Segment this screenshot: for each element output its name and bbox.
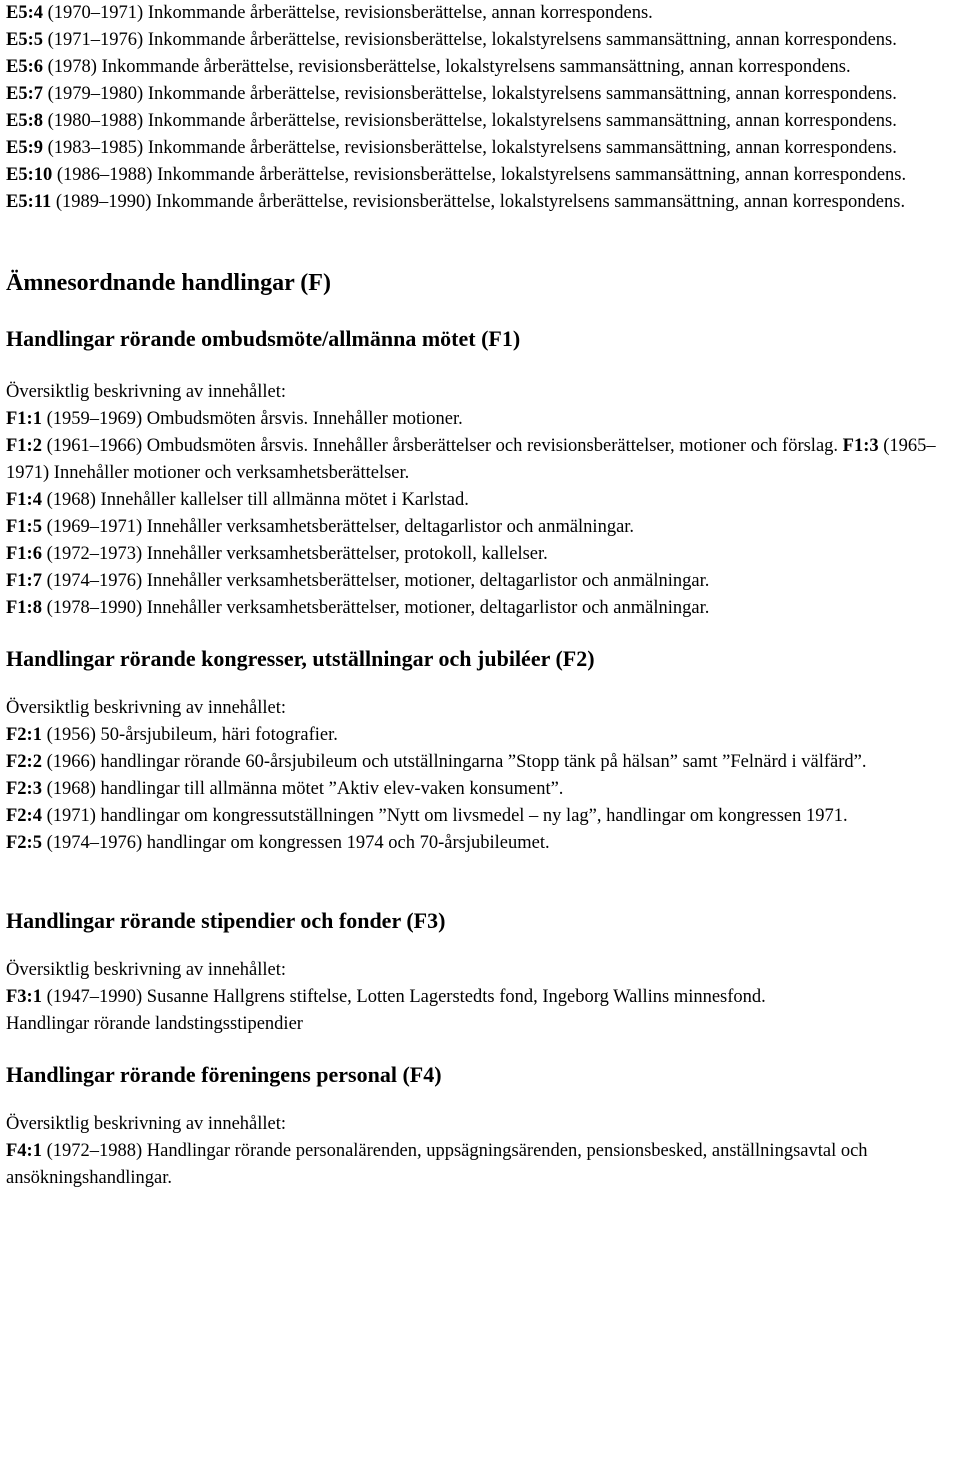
entry-text: (1970–1971) Inkommande årberättelse, revisionsberättelse, annan korrespondens. bbox=[43, 3, 653, 23]
f2-title: Handlingar rörande kongresser, utställningar och jubiléer (F2) bbox=[6, 646, 595, 671]
list-item bbox=[6, 776, 954, 803]
entry-text: (1971) handlingar om kongressutställningen ”Nytt om livsmedel – ny lag”, handlingar om kongressen 1971. bbox=[41, 806, 848, 826]
entry-text: (1978) Inkommande årberättelse, revisionsberättelse, lokalstyrelsens sammansättning, annan korrespondens. bbox=[43, 57, 851, 77]
list-item bbox=[6, 722, 954, 749]
entry-code: E5:10 bbox=[6, 165, 53, 185]
f3-overview-label: Översiktlig beskrivning av innehållet: bbox=[6, 960, 287, 980]
entry-code: F1:6 bbox=[6, 544, 42, 564]
list-item bbox=[6, 541, 954, 568]
list-item bbox=[6, 514, 954, 541]
list-item bbox=[6, 108, 954, 135]
entry-text: (1989–1990) Inkommande årberättelse, revisionsberättelse, lokalstyrelsens sammansättning, annan korrespondens. bbox=[51, 192, 906, 212]
entry-text: (1947–1990) Susanne Hallgrens stiftelse, Lotten Lagerstedts fond, Ingeborg Wallins minnesfond. bbox=[41, 987, 766, 1007]
e-entries bbox=[6, 0, 954, 216]
f4-entries bbox=[6, 1138, 954, 1192]
list-item bbox=[6, 54, 954, 81]
entry-code: F1:8 bbox=[6, 598, 42, 618]
entry-text: (1983–1985) Inkommande årberättelse, revisionsberättelse, lokalstyrelsens sammansättning, annan korrespondens. bbox=[43, 138, 897, 158]
entry-code: F1:3 bbox=[842, 436, 879, 456]
list-item bbox=[6, 189, 954, 216]
list-item bbox=[6, 27, 954, 54]
entry-text: (1986–1988) Inkommande årberättelse, revisionsberättelse, lokalstyrelsens sammansättning, annan korrespondens. bbox=[52, 165, 907, 185]
entry-text: (1974–1976) Innehåller verksamhetsberättelser, motioner, deltagarlistor och anmälningar. bbox=[41, 571, 710, 591]
entry-text: (1966) handlingar rörande 60-årsjubileum och utställningarna ”Stopp tänk på hälsan” samt ”Felnärd i välfärd”. bbox=[41, 752, 867, 772]
f2-entries bbox=[6, 722, 954, 857]
f1-overview-label: Översiktlig beskrivning av innehållet: bbox=[6, 382, 287, 402]
entry-code: F2:2 bbox=[6, 752, 42, 772]
entry-code: F2:1 bbox=[6, 725, 42, 745]
list-item bbox=[6, 1138, 954, 1192]
entry-code: E5:11 bbox=[6, 192, 52, 212]
entry-code: E5:7 bbox=[6, 84, 43, 104]
entry-code: F1:1 bbox=[6, 409, 42, 429]
entry-text: (1956) 50-årsjubileum, häri fotografier. bbox=[41, 725, 338, 745]
list-item bbox=[6, 0, 954, 27]
entry-text: (1979–1980) Inkommande årberättelse, revisionsberättelse, lokalstyrelsens sammansättning, annan korrespondens. bbox=[43, 84, 897, 104]
list-item bbox=[6, 595, 954, 622]
entry-text: (1972–1973) Innehåller verksamhetsberättelser, protokoll, kallelser. bbox=[41, 544, 548, 564]
entry-text: (1965–1971) Innehåller motioner och verksamhetsberättelser. bbox=[6, 436, 936, 483]
f1-title: Handlingar rörande ombudsmöte/allmänna mötet (F1) bbox=[6, 326, 521, 351]
list-item bbox=[6, 406, 954, 433]
list-item bbox=[6, 568, 954, 595]
list-item bbox=[6, 1011, 954, 1038]
list-item bbox=[6, 749, 954, 776]
list-item bbox=[6, 162, 954, 189]
f1-entries bbox=[6, 406, 954, 622]
entry-text: (1978–1990) Innehåller verksamhetsberättelser, motioner, deltagarlistor och anmälningar. bbox=[41, 598, 710, 618]
entry-text: (1980–1988) Inkommande årberättelse, revisionsberättelse, lokalstyrelsens sammansättning, annan korrespondens. bbox=[43, 111, 897, 131]
entry-code: F1:2 bbox=[6, 436, 42, 456]
entry-text: (1972–1988) Handlingar rörande personalärenden, uppsägningsärenden, pensionsbesked, anställningsavtal och ansökningshandlingar. bbox=[6, 1141, 868, 1188]
entry-code: E5:5 bbox=[6, 30, 43, 50]
list-item bbox=[6, 81, 954, 108]
entry-text: (1969–1971) Innehåller verksamhetsberättelser, deltagarlistor och anmälningar. bbox=[41, 517, 635, 537]
entry-text: (1968) Innehåller kallelser till allmänna mötet i Karlstad. bbox=[41, 490, 469, 510]
list-item bbox=[6, 984, 954, 1011]
entry-code: E5:8 bbox=[6, 111, 43, 131]
entry-code: F2:4 bbox=[6, 806, 42, 826]
entry-code: F2:3 bbox=[6, 779, 42, 799]
entry-code: E5:6 bbox=[6, 57, 43, 77]
list-item bbox=[6, 830, 954, 857]
list-item bbox=[6, 487, 954, 514]
entry-code: E5:4 bbox=[6, 3, 43, 23]
entry-text: Handlingar rörande landstingsstipendier bbox=[6, 1014, 303, 1034]
f4-title: Handlingar rörande föreningens personal (F4) bbox=[6, 1062, 442, 1087]
f3-entries bbox=[6, 984, 954, 1038]
f3-title: Handlingar rörande stipendier och fonder (F3) bbox=[6, 908, 446, 933]
entry-text: (1959–1969) Ombudsmöten årsvis. Innehåller motioner. bbox=[41, 409, 463, 429]
section-title: Ämnesordnande handlingar (F) bbox=[6, 270, 331, 296]
f4-overview-label: Översiktlig beskrivning av innehållet: bbox=[6, 1114, 287, 1134]
entry-text: (1971–1976) Inkommande årberättelse, revisionsberättelse, lokalstyrelsens sammansättning, annan korrespondens. bbox=[43, 30, 897, 50]
entry-code: E5:9 bbox=[6, 138, 43, 158]
list-item bbox=[6, 433, 954, 487]
list-item bbox=[6, 135, 954, 162]
entry-code: F1:7 bbox=[6, 571, 42, 591]
f2-overview-label: Översiktlig beskrivning av innehållet: bbox=[6, 698, 287, 718]
entry-text: (1974–1976) handlingar om kongressen 1974 och 70-årsjubileumet. bbox=[41, 833, 550, 853]
entry-text: (1961–1966) Ombudsmöten årsvis. Innehåller årsberättelser och revisionsberättelser, motioner och förslag. bbox=[41, 436, 843, 456]
entry-code: F1:4 bbox=[6, 490, 42, 510]
entry-code: F2:5 bbox=[6, 833, 42, 853]
entry-code: F3:1 bbox=[6, 987, 42, 1007]
entry-code: F4:1 bbox=[6, 1141, 42, 1161]
list-item bbox=[6, 803, 954, 830]
entry-code: F1:5 bbox=[6, 517, 42, 537]
entry-text: (1968) handlingar till allmänna mötet ”Aktiv elev-vaken konsument”. bbox=[41, 779, 564, 799]
